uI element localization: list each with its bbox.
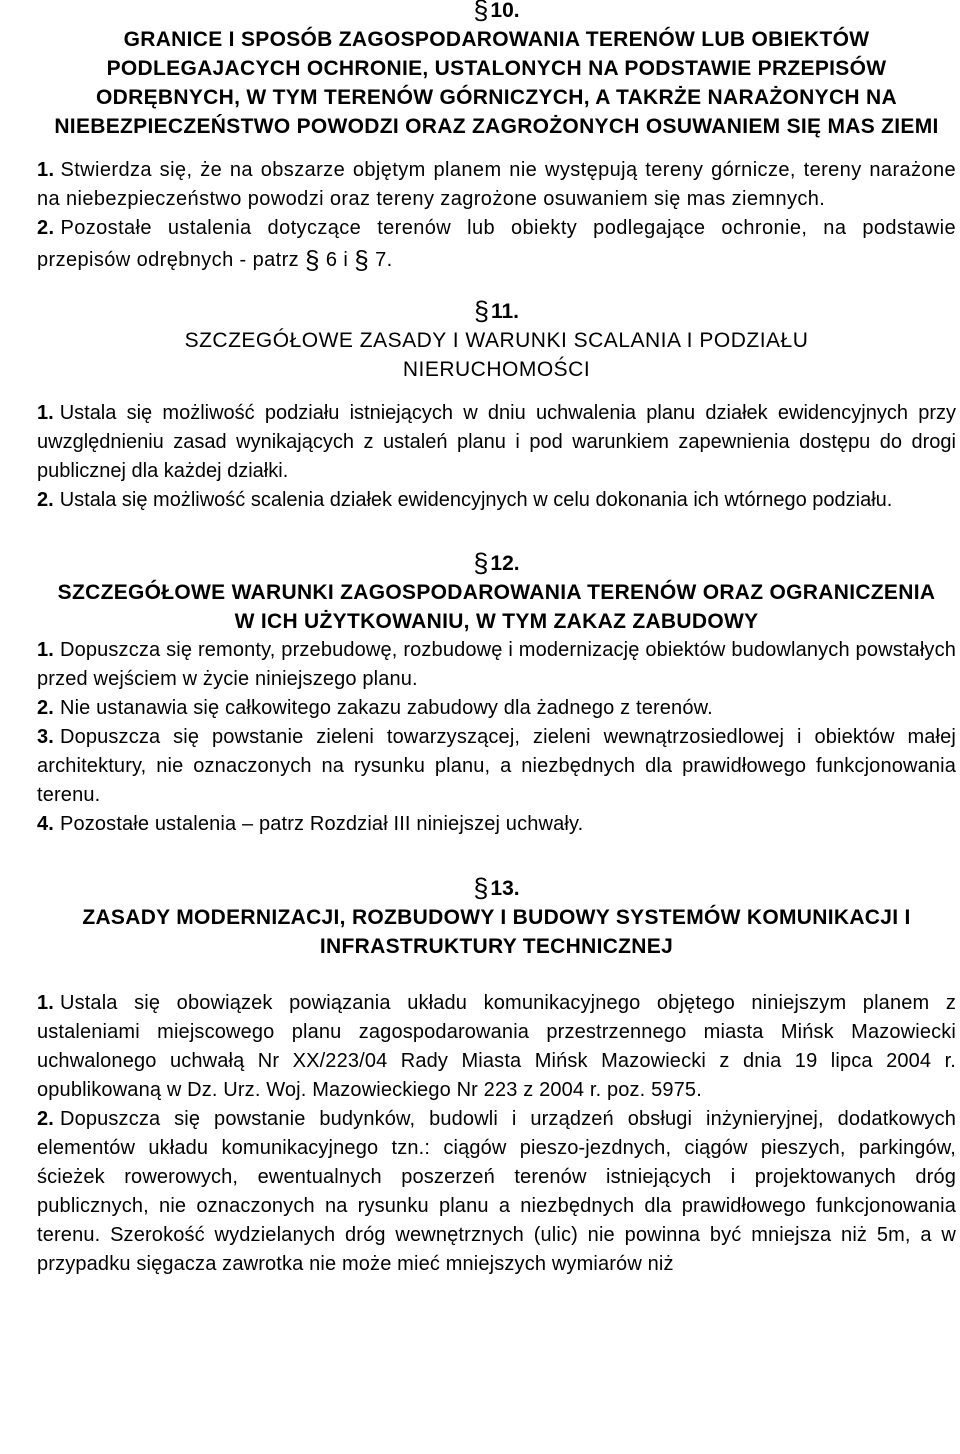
list-item [37, 399, 956, 486]
section-title: GRANICE I SPOSÓB ZAGOSPODAROWANIA TERENÓW LUB OBIEKTÓW PODLEGAJACYCH OCHRONIE, USTALONYCH NA PODSTAWIE PRZEPISÓW ODRĘBNYCH, W TYM TERENÓW GÓRNICZYCH, A TAKRŻE NARAŻONYCH NA NIEBEZPIECZEŃSTWO POWODZI ORAZ ZAGROŻONYCH OSUWANIEM SIĘ MAS ZIEMI [54, 28, 939, 138]
item-number: 4. [37, 813, 54, 835]
item-list [37, 156, 956, 275]
list-item [37, 486, 956, 515]
item-number: 3. [37, 726, 54, 748]
item-text: Dopuszcza się powstanie zieleni towarzyszącej, zieleni wewnątrzosiedlowej i obiektów małej architektury, nie oznaczonych na rysunku planu, a niezbędnych dla prawidłowego funkcjonowania terenu. [37, 726, 956, 806]
list-item [37, 723, 956, 810]
item-text: Ustala się obowiązek powiązania układu komunikacyjnego objętego niniejszym planem z ustaleniami miejscowego planu zagospodarowania przestrzennego miasta Mińsk Mazowiecki uchwalonego uchwałą Nr XX/223/04 Rady Miasta Mińsk Mazowiecki z dnia 19 lipca 2004 r. opublikowaną w Dz. Urz. Woj. Mazowieckiego Nr 223 z 2004 r. poz. 5975. [37, 992, 956, 1101]
document-page [37, 0, 956, 1279]
item-list [37, 636, 956, 839]
item-number: 2. [37, 1108, 54, 1130]
paragraph-sign: § [354, 245, 370, 275]
list-item [37, 214, 956, 275]
item-ref: 6 i [325, 249, 349, 271]
item-text: Dopuszcza się remonty, przebudowę, rozbudowę i modernizację obiektów budowlanych powstałych przed wejściem w życie niniejszego planu. [37, 639, 956, 690]
item-text: Pozostałe ustalenia – patrz Rozdział III niniejszej uchwały. [59, 813, 584, 835]
paragraph-sign: § [473, 548, 489, 578]
item-list [37, 399, 956, 515]
section-number: §11. [473, 296, 520, 326]
section-10 [37, 0, 956, 275]
item-number: 2. [37, 489, 54, 511]
item-text: Dopuszcza się powstanie budynków, budowli i urządzeń obsługi inżynieryjnej, dodatkowych elementów układu komunikacyjnego tzn.: ciągów pieszo-jezdnych, ciągów pieszych, parkingów, ścieżek rowerowych, ewentualnych poszerzeń terenów istniejących i projektowanych dróg publicznych, nie oznaczonych na rysunku planu a niezbędnych dla prawidłowego funkcjonowania terenu. Szerokość wydzielanych dróg wewnętrznych (ulic) nie powinna być mniejsza niż 5m, a w przypadku sięgacza zawrotka nie może mieć mniejszych wymiarów niż [37, 1108, 956, 1275]
item-text: Pozostałe ustalenia dotyczące terenów lub obiekty podlegające ochronie, na podstawie przepisów odrębnych - patrz [37, 217, 956, 271]
paragraph-sign: § [473, 0, 489, 25]
list-item [37, 810, 956, 839]
item-ref: 7. [375, 249, 393, 271]
list-item [37, 636, 956, 694]
item-number: 1. [37, 159, 55, 181]
list-item [37, 156, 956, 214]
item-number: 1. [37, 402, 54, 424]
section-12 [37, 547, 956, 839]
section-number: §12. [473, 548, 520, 578]
section-title: ZASADY MODERNIZACJI, ROZBUDOWY I BUDOWY SYSTEMÓW KOMUNIKACJI I INFRASTRUKTURY TECHNICZNEJ [82, 906, 911, 958]
item-text: Stwierdza się, że na obszarze objętym planem nie występują tereny górnicze, tereny narażone na niebezpieczeństwo powodzi oraz tereny zagrożone osuwaniem się mas ziemnych. [37, 159, 956, 210]
item-number: 2. [37, 697, 54, 719]
item-number: 2. [37, 217, 55, 239]
section-number: §13. [473, 873, 520, 903]
section-13 [37, 872, 956, 1279]
item-number: 1. [37, 639, 54, 661]
list-item [37, 989, 956, 1105]
item-number: 1. [37, 992, 54, 1014]
item-text: Ustala się możliwość podziału istniejących w dniu uchwalenia planu działek ewidencyjnych przy uwzględnieniu zasad wynikających z ustaleń planu i pod warunkiem zapewnienia dostępu do drogi publicznej dla każdej działki. [37, 402, 956, 482]
paragraph-sign: § [473, 296, 489, 326]
section-title: SZCZEGÓŁOWE ZASADY I WARUNKI SCALANIA I PODZIAŁU NIERUCHOMOŚCI [184, 329, 809, 381]
list-item [37, 1105, 956, 1279]
item-list [37, 989, 956, 1279]
section-number: §10. [37, 0, 956, 25]
paragraph-sign: § [473, 873, 489, 903]
item-text: Ustala się możliwość scalenia działek ewidencyjnych w celu dokonania ich wtórnego podziału. [59, 489, 893, 511]
list-item [37, 694, 956, 723]
section-title: SZCZEGÓŁOWE WARUNKI ZAGOSPODAROWANIA TERENÓW ORAZ OGRANICZENIA W ICH UŻYTKOWANIU, W TYM ZAKAZ ZABUDOWY [57, 581, 936, 633]
paragraph-sign: § [305, 245, 320, 275]
item-text: Nie ustanawia się całkowitego zakazu zabudowy dla żadnego z terenów. [59, 697, 713, 719]
section-11 [37, 295, 956, 515]
